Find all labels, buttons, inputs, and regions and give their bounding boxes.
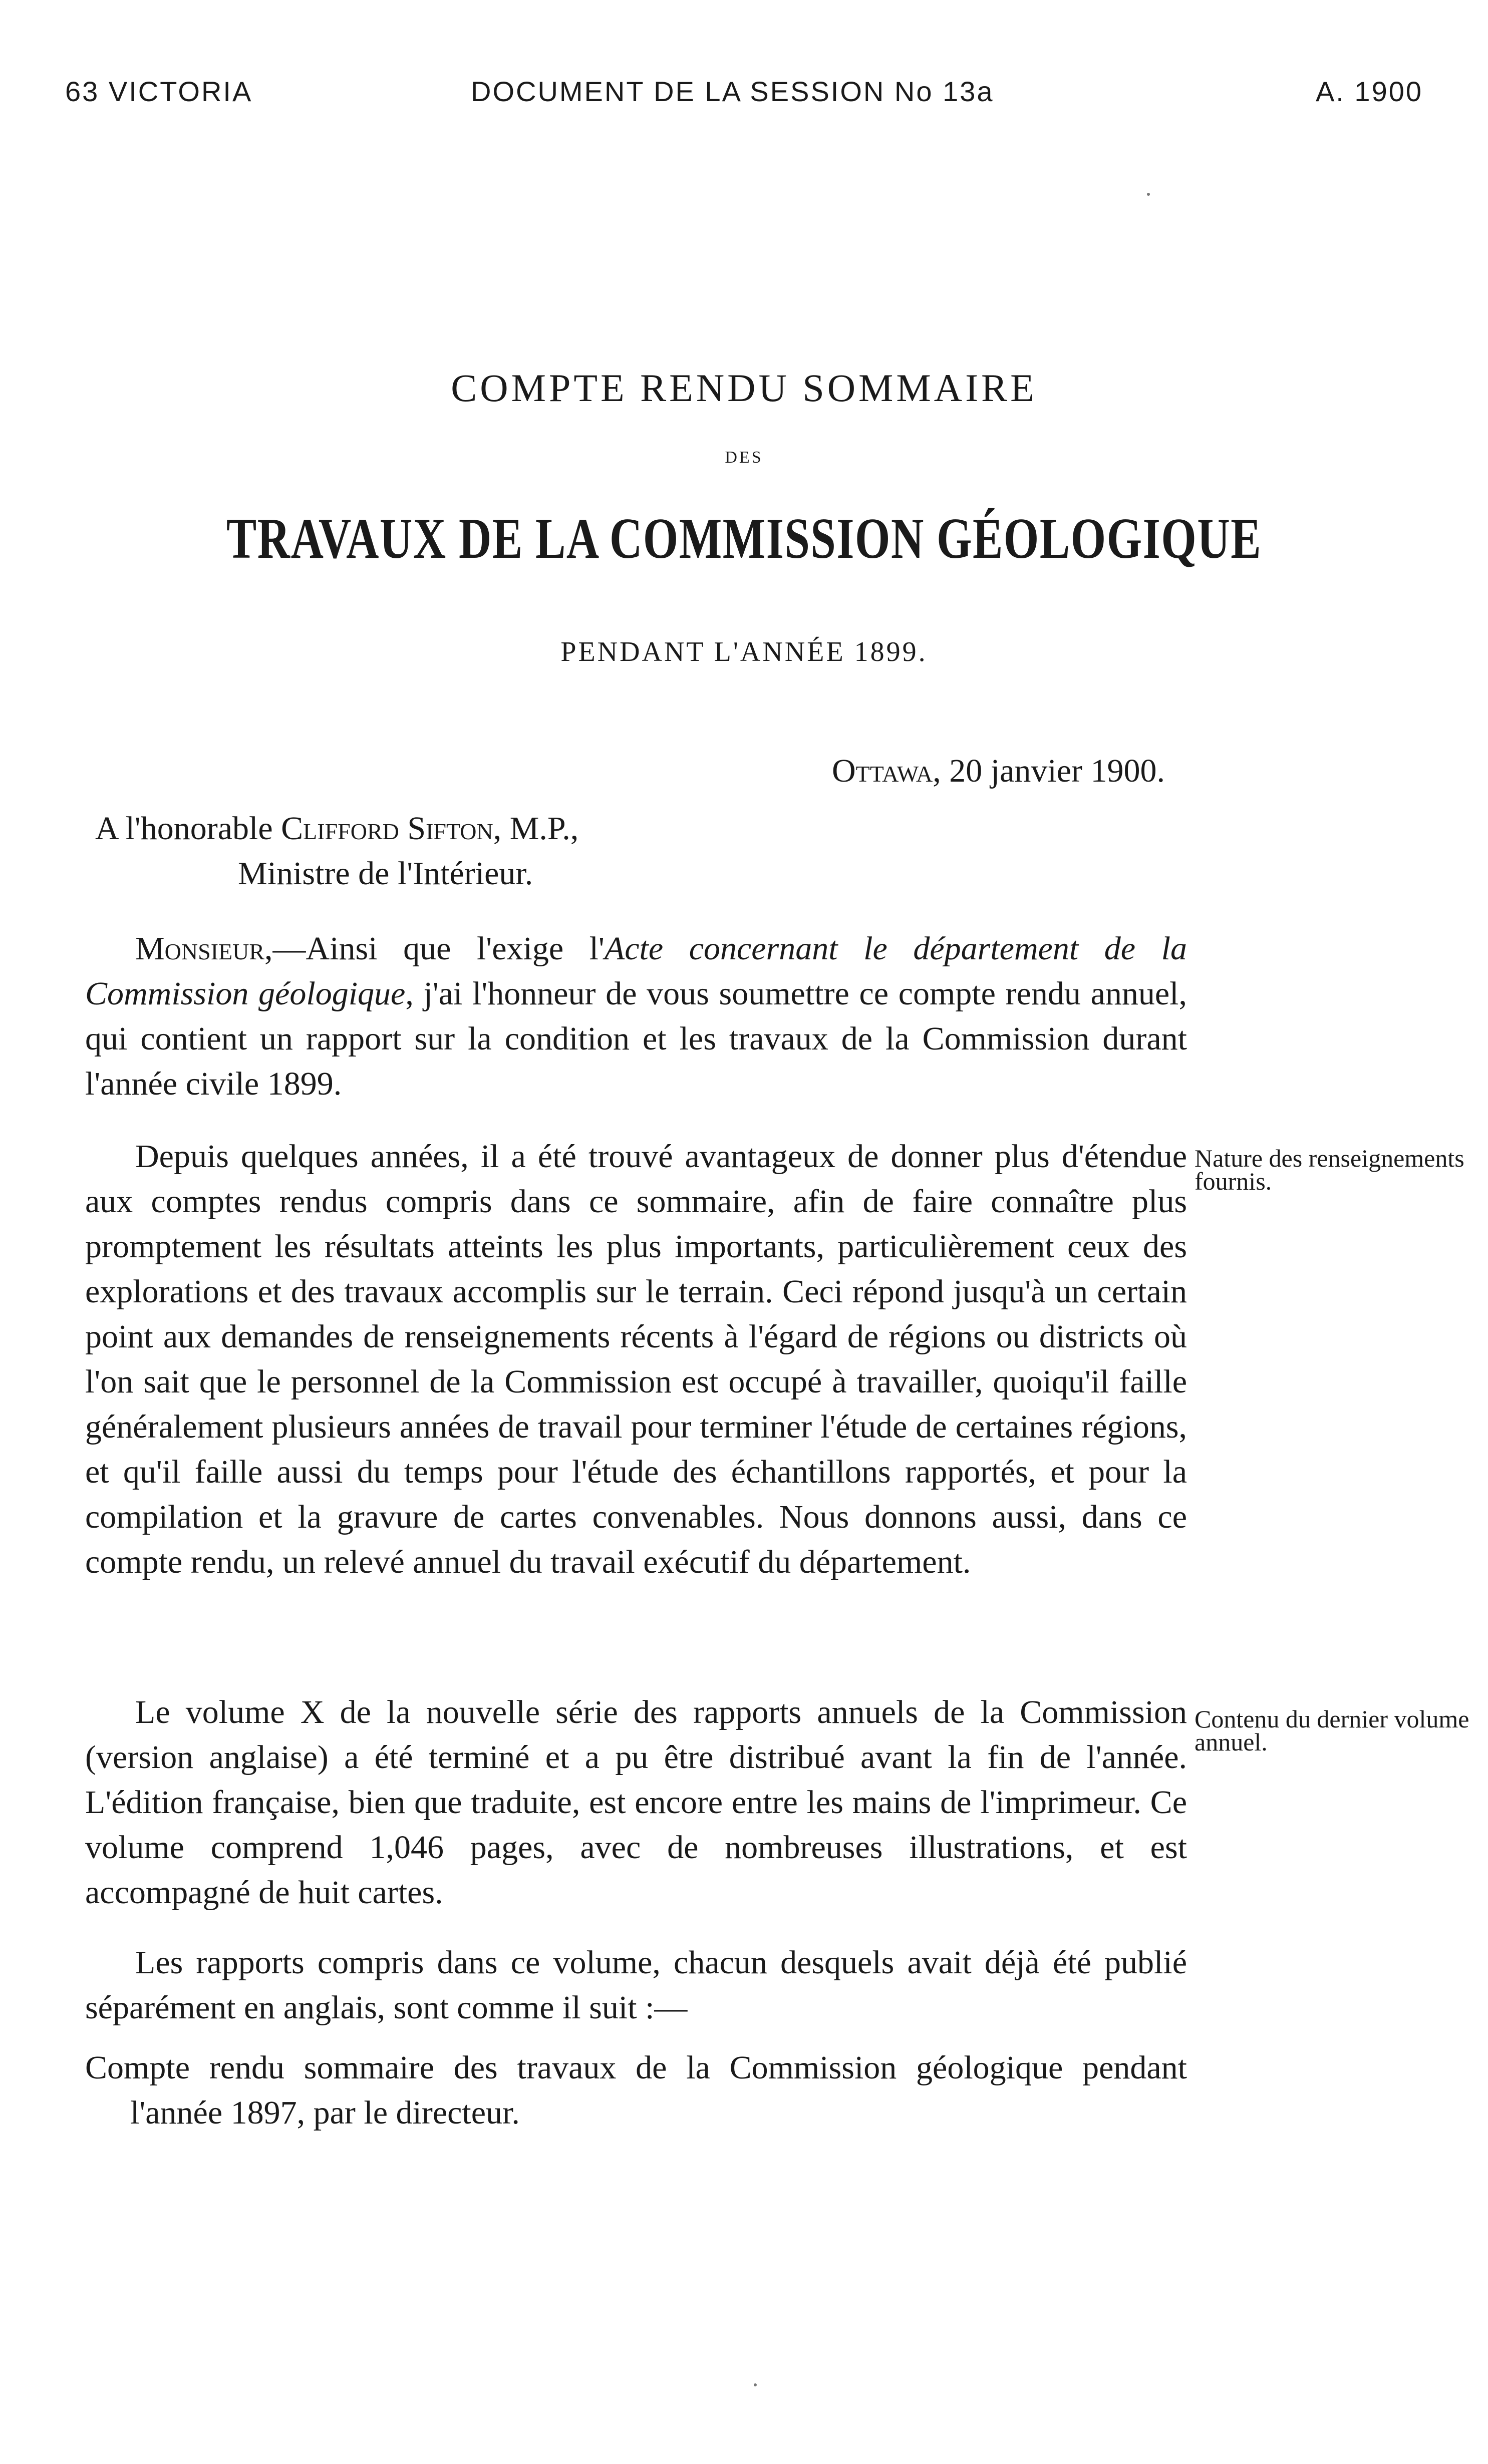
paragraph-2: [85, 1134, 1187, 1585]
address-line-1: [95, 806, 578, 851]
paragraph-2-text: Depuis quelques années, il a été trouvé avantageux de donner plus d'étendue aux comptes rendus compris dans ce sommaire, afin de faire connaître plus promptement les résultats atteints les plus importants, particulièrement ceux des explorations et des travaux accomplis sur le terrain. Ceci répond jusqu'à un certain point aux demandes de renseignements récents à l'égard de régions ou districts où l'on sait que le personnel de la Commission est occupé à travailler, quoiqu'il faille généralement plusieurs années de travail pour terminer l'étude de certaines régions, et qu'il faille aussi du temps pour l'étude des échantillons rapportés, et pour la compilation et la gravure de cartes convenables. Nous donnons aussi, dans ce compte rendu, un relevé annuel du travail exécutif du département.: [85, 1138, 1187, 1580]
running-head-center: DOCUMENT DE LA SESSION No 13a: [471, 76, 994, 107]
running-head-right: A. 1900: [1315, 76, 1423, 107]
main-title: TRAVAUX DE LA COMMISSION GÉOLOGIQUE: [226, 507, 1262, 571]
address-prefix: A l'honorable: [95, 810, 281, 847]
list-entry-1: [85, 2045, 1187, 2136]
margin-note-1: Nature des renseignements fournis.: [1195, 1144, 1464, 1195]
margin-note-2: Contenu du dernier volume annuel.: [1195, 1705, 1469, 1756]
addressee-name: Clifford Sifton: [281, 810, 493, 847]
list-entry-1-text: Compte rendu sommaire des travaux de la Commission géologique pendant l'année 1897, par le directeur.: [85, 2049, 1187, 2131]
paragraph-3: [85, 1690, 1187, 1915]
title-line-1: COMPTE RENDU SOMMAIRE: [451, 366, 1037, 410]
running-head-left: 63 VICTORIA: [65, 76, 253, 107]
title-year-line: PENDANT L'ANNÉE 1899.: [560, 636, 928, 667]
dateline-date: , 20 janvier 1900.: [933, 753, 1165, 789]
print-speck: [754, 2383, 757, 2386]
paragraph-1-part-2: , j'ai l'honneur de vous soumettre ce compte rendu annuel, qui contient un rapport sur la condition et les travaux de la Commission durant l'année civile 1899.: [85, 975, 1187, 1102]
dateline: [832, 749, 1165, 794]
address-line-2: Ministre de l'Intérieur.: [238, 855, 533, 892]
paragraph-1-part-1: ,—Ainsi que l'exige l': [264, 930, 605, 967]
paragraph-3-text: Le volume X de la nouvelle série des rapports annuels de la Commission (version anglaise) a été terminé et a pu être distribué avant la fin de l'année. L'édition française, bien que traduite, est encore entre les mains de l'imprimeur. Ce volume comprend 1,046 pages, avec de nombreuses illustrations, et est accompagné de huit cartes.: [85, 1694, 1187, 1911]
act-title: Acte concernant le département de la Commission géologique: [85, 930, 1187, 1012]
salutation: Monsieur: [135, 930, 265, 967]
dateline-place: Ottawa: [831, 753, 933, 789]
paragraph-1: [85, 926, 1187, 1107]
paragraph-4-text: Les rapports compris dans ce volume, chacun desquels avait déjà été publié séparément en anglais, sont comme il suit :—: [85, 1944, 1187, 2026]
address-suffix: , M.P.,: [493, 810, 579, 847]
paragraph-1-text: [85, 926, 1187, 1107]
paragraph-4: [85, 1940, 1187, 2030]
title-connector: DES: [725, 448, 763, 467]
print-speck: [1147, 193, 1150, 196]
